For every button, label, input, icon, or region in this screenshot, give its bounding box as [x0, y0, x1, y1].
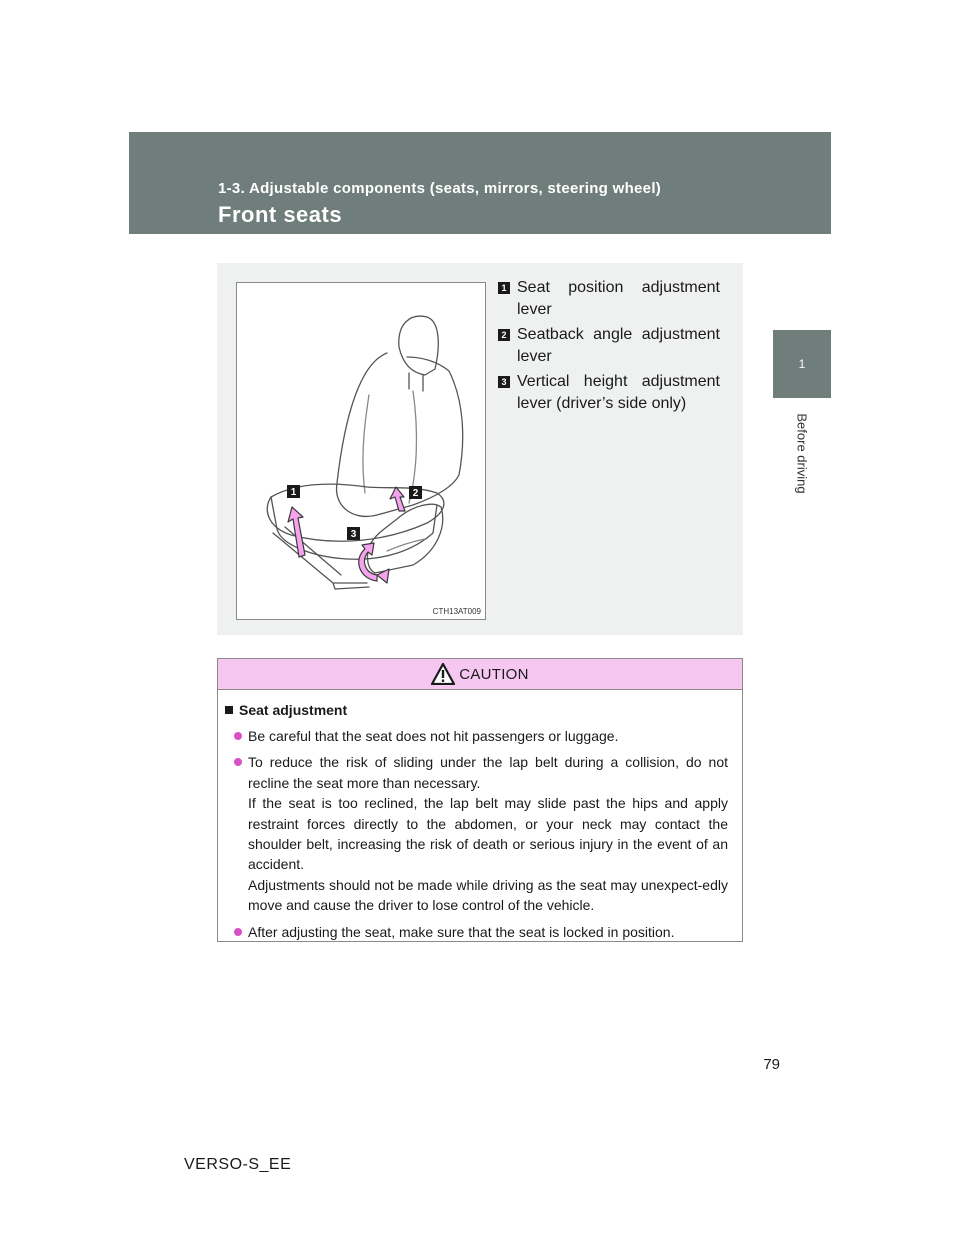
callout-1: 1: [290, 487, 297, 498]
bullet-dot-icon: [234, 928, 242, 936]
seat-drawing: [237, 283, 485, 619]
lever-legend: [498, 277, 720, 418]
page-number: 79: [763, 1056, 780, 1073]
caution-item: [225, 726, 728, 746]
legend-number: 3: [498, 376, 510, 388]
figure-code: CTH13AT009: [432, 607, 481, 616]
chapter-label-text: Before driving: [794, 412, 810, 494]
arrow-seatback-angle: [390, 487, 405, 511]
square-bullet-icon: [225, 706, 233, 714]
legend-text: Seat position adjustment lever: [517, 279, 720, 318]
caution-heading-text: Seat adjustment: [239, 702, 348, 718]
warning-triangle-icon: [431, 663, 455, 685]
callout-3: 3: [350, 529, 357, 540]
caution-text: Adjustments should not be made while driving as the seat may unexpect-edly move and cause the driver to lose control of the vehicle.: [248, 876, 728, 914]
seat-illustration: [236, 282, 486, 620]
legend-item: [498, 277, 720, 321]
caution-heading: [225, 700, 728, 720]
caution-header: [218, 659, 742, 690]
legend-item: [498, 371, 720, 415]
legend-number: 1: [498, 282, 510, 294]
caution-item: [225, 922, 728, 942]
caution-text: If the seat is too reclined, the lap belt may slide past the hips and apply restraint forces directly to the abdomen, or your neck may contact the shoulder belt, increasing the risk of death or serious injury in the event of an accident.: [248, 795, 728, 873]
bullet-dot-icon: [234, 758, 242, 766]
caution-text: Be careful that the seat does not hit passengers or luggage.: [248, 728, 619, 744]
footer-code: VERSO-S_EE: [184, 1156, 292, 1173]
callout-2: 2: [412, 488, 419, 499]
caution-text: After adjusting the seat, make sure that the seat is locked in position.: [248, 923, 675, 940]
caution-text: To reduce the risk of sliding under the lap belt during a collision, do not recline the seat more than necessary.: [248, 754, 728, 791]
caution-item: [225, 752, 728, 915]
caution-box: [217, 658, 743, 942]
legend-text: Seatback angle adjustment lever: [517, 326, 720, 365]
illustration-panel: [217, 263, 743, 635]
legend-text: Vertical height adjustment lever (driver’s side only): [517, 373, 720, 412]
legend-number: 2: [498, 329, 510, 341]
caution-body: [218, 690, 742, 942]
chapter-tab: 1: [773, 330, 831, 398]
caution-title: CAUTION: [459, 665, 529, 683]
headrest-outline: [399, 316, 438, 375]
section-title: 1-3. Adjustable components (seats, mirrors, steering wheel): [218, 180, 662, 197]
page-header: [129, 132, 831, 234]
bullet-dot-icon: [234, 732, 242, 740]
chapter-label: [773, 398, 831, 508]
legend-item: [498, 324, 720, 368]
page-title: Front seats: [218, 202, 343, 227]
